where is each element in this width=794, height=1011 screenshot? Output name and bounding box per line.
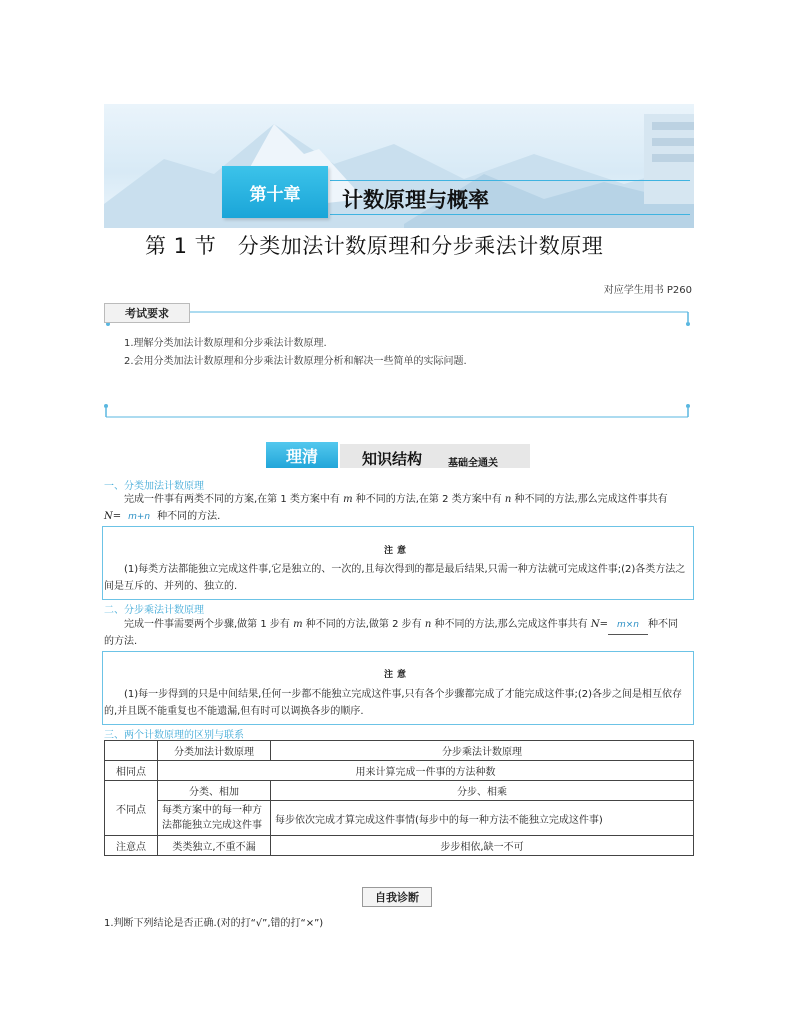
banner-rule-bottom [330, 214, 690, 215]
table-row [105, 781, 694, 801]
requirements-label: 考试要求 [104, 303, 190, 323]
table-header-cell: 分步乘法计数原理 [271, 741, 694, 761]
table-cell: 不同点 [105, 781, 158, 836]
requirement-item: 2.会用分类加法计数原理和分步乘法计数原理分析和解决一些简单的实际问题. [124, 356, 467, 367]
table-cell: 类类独立,不重不漏 [158, 836, 271, 856]
table-row [105, 741, 694, 761]
table-row [105, 801, 694, 836]
part2-paragraph: 完成一件事需要两个步骤,做第 1 步有 m 种不同的方法,做第 2 步有 n 种不同的方法,那么完成这件事共有 N= m×n 种不同 [124, 616, 694, 635]
table-header-cell: 分类加法计数原理 [158, 741, 271, 761]
part2-paragraph-end: 的方法. [104, 636, 138, 647]
chapter-label: 第十章 [222, 166, 328, 218]
knowledge-tab: 理清 [266, 442, 338, 468]
knowledge-subtitle: 基础全通关 [448, 458, 498, 469]
answer-blank: m×n [608, 617, 648, 635]
part2-note-title: 注意 [384, 670, 411, 680]
part1-formula-line: N= m+n 种不同的方法. [104, 508, 220, 527]
knowledge-title: 知识结构 [362, 450, 423, 468]
book-reference: 对应学生用书 P260 [603, 285, 692, 296]
table-cell: 每类方案中的每一种方法都能独立完成这件事 [158, 801, 271, 836]
section-title: 第 1 节 分类加法计数原理和分步乘法计数原理 [145, 234, 604, 258]
question-1: 1.判断下列结论是否正确.(对的打“√”,错的打“×”) [104, 918, 324, 929]
table-cell: 分类、相加 [158, 781, 271, 801]
self-diagnosis-label: 自我诊断 [362, 887, 432, 907]
table-cell: 分步、相乘 [271, 781, 694, 801]
part1-paragraph: 完成一件事有两类不同的方案,在第 1 类方案中有 m 种不同的方法,在第 2 类方案中有 n 种不同的方法,那么完成这件事共有 [124, 494, 668, 505]
part2-note-text: (1)每一步得到的只是中间结果,任何一步都不能独立完成这件事,只有各个步骤都完成了才能完成这件事;(2)各步之间是相互依存的,并且既不能重复也不能遗漏,但有时可以调换各步的顺序. [104, 689, 683, 717]
part1-note-text: (1)每类方法都能独立完成这件事,它是独立的、一次的,且每次得到的都是最后结果,只需一种方法就可完成这件事;(2)各类方法之间是互斥的、并列的、独立的. [104, 564, 686, 592]
table-cell: 每步依次完成才算完成这件事情(每步中的每一种方法不能独立完成这件事) [271, 801, 694, 836]
requirement-item: 1.理解分类加法计数原理和分步乘法计数原理. [124, 338, 327, 349]
table-row [105, 836, 694, 856]
comparison-table [104, 740, 694, 856]
part1-heading: 一、分类加法计数原理 [104, 481, 204, 492]
table-cell: 相同点 [105, 761, 158, 781]
table-cell: 注意点 [105, 836, 158, 856]
table-cell: 用来计算完成一件事的方法种数 [158, 761, 694, 781]
part2-heading: 二、分步乘法计数原理 [104, 605, 204, 616]
answer-blank: m+n [121, 509, 157, 527]
table-cell [105, 741, 158, 761]
part3-heading: 三、两个计数原理的区别与联系 [104, 730, 244, 741]
table-row [105, 761, 694, 781]
part1-note-title: 注意 [384, 546, 411, 556]
table-cell: 步步相依,缺一不可 [271, 836, 694, 856]
banner-rule-top [330, 180, 690, 181]
chapter-title: 计数原理与概率 [342, 188, 489, 212]
